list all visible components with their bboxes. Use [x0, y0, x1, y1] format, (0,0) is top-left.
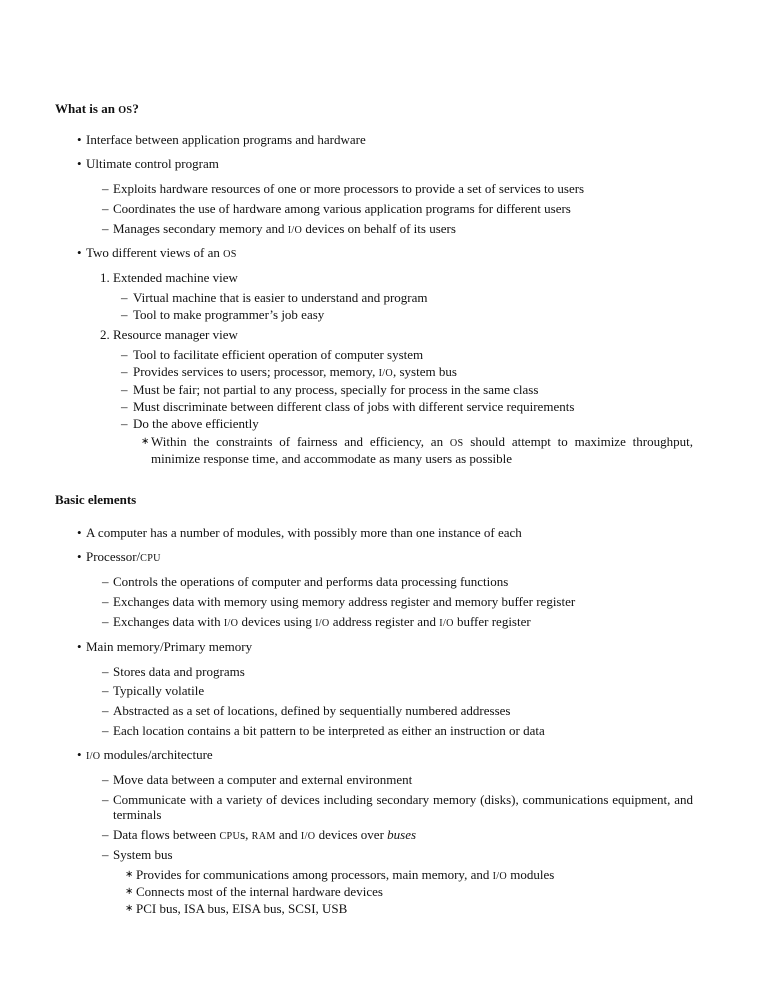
dash-icon: –: [121, 364, 128, 379]
asterisk-icon: ∗: [141, 436, 150, 447]
section-heading: [55, 492, 693, 507]
text-segment: address register and: [329, 614, 440, 629]
text-segment: Exploits hardware resources of one or more processors to provide a set of services to users: [113, 181, 585, 196]
text-segment: What is an: [55, 101, 119, 116]
text-segment: Stores data and programs: [113, 664, 245, 679]
list-item: [133, 290, 693, 305]
asterisk-icon: ∗: [125, 903, 134, 914]
text-segment: Basic elements: [55, 492, 137, 507]
text-segment: Move data between a computer and external environment: [113, 772, 413, 787]
text-segment: ?: [132, 101, 139, 116]
bullet-icon: •: [77, 245, 82, 260]
dash-icon: –: [121, 307, 128, 322]
text-segment: Connects most of the internal hardware devices: [136, 884, 383, 899]
text-segment: buffer register: [453, 614, 531, 629]
list-item: [113, 270, 693, 285]
text-segment: Interface between application programs and hardware: [86, 132, 366, 147]
emphasis: buses: [387, 827, 417, 842]
acronym: I/O: [223, 618, 239, 629]
acronym: OS: [118, 105, 133, 116]
list-item: [113, 614, 693, 631]
list-item: [113, 594, 693, 609]
text-segment: Within the constraints of fairness and efficiency, an: [151, 434, 450, 449]
list-item: [113, 664, 693, 679]
list-item: [113, 327, 693, 342]
text-segment: Resource manager view: [113, 327, 238, 342]
dash-icon: –: [102, 827, 109, 842]
list-number: 2.: [100, 327, 110, 342]
acronym: I/O: [315, 618, 330, 629]
list-item: [86, 245, 693, 262]
dash-icon: –: [102, 772, 109, 787]
acronym: I/O: [439, 618, 454, 629]
acronym: I/O: [378, 368, 393, 379]
text-segment: Abstracted as a set of locations, defined by sequentially numbered addresses: [113, 703, 511, 718]
text-segment: Communicate with a variety of devices including secondary memory (disks), communications equipment, and terminals: [113, 792, 693, 822]
list-item: [136, 901, 693, 916]
dash-icon: –: [102, 221, 109, 236]
text-segment: Virtual machine that is easier to understand and program: [133, 290, 428, 305]
text-segment: devices over: [315, 827, 388, 842]
asterisk-icon: ∗: [125, 869, 134, 880]
text-segment: Exchanges data with memory using memory address register and memory buffer register: [113, 594, 576, 609]
text-segment: Typically volatile: [113, 683, 205, 698]
list-item: [136, 884, 693, 899]
list-item: [113, 181, 693, 196]
dash-icon: –: [102, 201, 109, 216]
list-item: [113, 221, 693, 238]
list-item: [133, 399, 693, 414]
list-item: [86, 156, 693, 171]
asterisk-icon: ∗: [125, 886, 134, 897]
dash-icon: –: [102, 614, 109, 629]
list-item: [133, 416, 693, 431]
text-segment: Controls the operations of computer and performs data processing functions: [113, 574, 509, 589]
text-segment: modules: [507, 867, 555, 882]
bullet-icon: •: [77, 525, 82, 540]
list-item: [113, 792, 693, 822]
list-item: [136, 867, 693, 884]
acronym: CPU: [219, 831, 241, 842]
list-item: [133, 347, 693, 362]
section-heading: [55, 101, 693, 118]
list-item: [113, 723, 693, 738]
acronym: I/O: [492, 871, 507, 882]
acronym: I/O: [287, 225, 303, 236]
dash-icon: –: [102, 703, 109, 718]
dash-icon: –: [121, 382, 128, 397]
list-item: [113, 772, 693, 787]
list-item: [113, 703, 693, 718]
dash-icon: –: [102, 683, 109, 698]
list-item: [151, 434, 693, 466]
text-segment: Ultimate control program: [86, 156, 219, 171]
dash-icon: –: [121, 347, 128, 362]
text-segment: PCI bus, ISA bus, EISA bus, SCSI, USB: [136, 901, 348, 916]
text-segment: Data flows between: [113, 827, 220, 842]
bullet-icon: •: [77, 156, 82, 171]
dash-icon: –: [102, 847, 109, 862]
acronym: I/O: [300, 831, 316, 842]
list-item: [133, 382, 693, 397]
text-segment: s,: [240, 827, 252, 842]
bullet-icon: •: [77, 549, 82, 564]
dash-icon: –: [102, 664, 109, 679]
bullet-icon: •: [77, 639, 82, 654]
text-segment: and: [275, 827, 301, 842]
dash-icon: –: [121, 416, 128, 431]
list-item: [86, 549, 693, 566]
text-segment: Must be fair; not partial to any process, specially for process in the same class: [133, 382, 539, 397]
text-segment: Processor/: [86, 549, 141, 564]
list-item: [133, 364, 693, 381]
list-item: [113, 201, 693, 216]
text-segment: Do the above efficiently: [133, 416, 259, 431]
list-item: [113, 827, 693, 844]
text-segment: Extended machine view: [113, 270, 238, 285]
dash-icon: –: [102, 792, 109, 807]
acronym: CPU: [140, 553, 161, 564]
text-segment: , system bus: [393, 364, 457, 379]
text-segment: Manages secondary memory and: [113, 221, 288, 236]
text-segment: devices on behalf of its users: [302, 221, 456, 236]
dash-icon: –: [102, 723, 109, 738]
acronym: OS: [449, 438, 464, 449]
list-item: [86, 747, 693, 764]
text-segment: Tool to make programmer’s job easy: [133, 307, 325, 322]
bullet-icon: •: [77, 747, 82, 762]
bullet-icon: •: [77, 132, 82, 147]
text-segment: Coordinates the use of hardware among various application programs for different users: [113, 201, 571, 216]
text-segment: Must discriminate between different class of jobs with different service requirements: [133, 399, 575, 414]
acronym: OS: [223, 249, 237, 260]
list-item: [113, 574, 693, 589]
text-segment: System bus: [113, 847, 173, 862]
text-segment: Provides for communications among processors, main memory, and: [136, 867, 493, 882]
text-segment: Main memory/Primary memory: [86, 639, 253, 654]
text-segment: Each location contains a bit pattern to be interpreted as either an instruction or data: [113, 723, 545, 738]
dash-icon: –: [121, 399, 128, 414]
text-segment: modules/architecture: [100, 747, 213, 762]
dash-icon: –: [102, 181, 109, 196]
dash-icon: –: [102, 594, 109, 609]
list-number: 1.: [100, 270, 110, 285]
text-segment: A computer has a number of modules, with possibly more than one instance of each: [86, 525, 522, 540]
dash-icon: –: [102, 574, 109, 589]
acronym: RAM: [251, 831, 276, 842]
list-item: [86, 132, 693, 147]
dash-icon: –: [121, 290, 128, 305]
text-segment: Exchanges data with: [113, 614, 224, 629]
list-item: [113, 847, 693, 862]
list-item: [86, 639, 693, 654]
list-item: [133, 307, 693, 322]
text-segment: Provides services to users; processor, memory,: [133, 364, 379, 379]
text-segment: Tool to facilitate efficient operation of computer system: [133, 347, 424, 362]
text-segment: devices using: [238, 614, 316, 629]
text-segment: should attempt to maximize throughput, minimize response time, and accommodate as many users as possible: [151, 434, 693, 466]
list-item: [113, 683, 693, 698]
acronym: I/O: [86, 751, 101, 762]
text-segment: Two different views of an: [86, 245, 224, 260]
list-item: [86, 525, 693, 540]
